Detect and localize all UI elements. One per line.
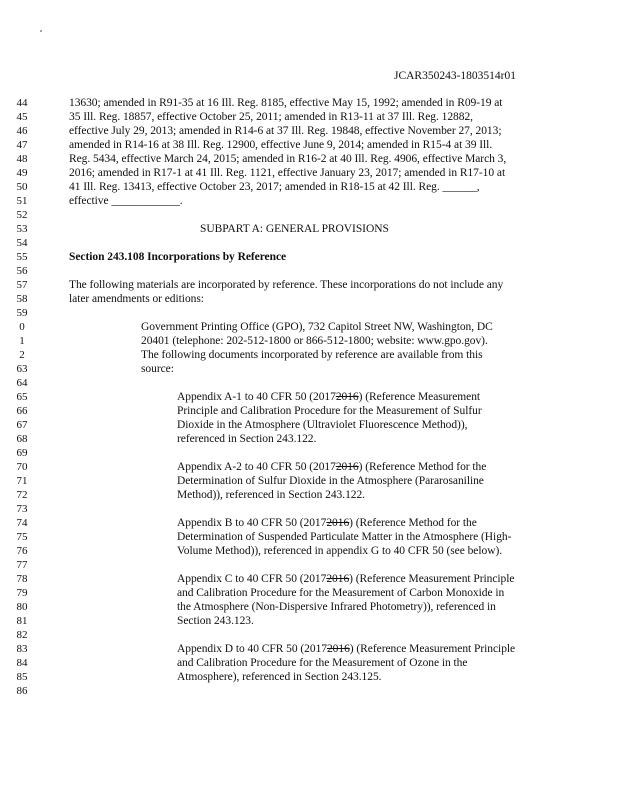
text-before-strike: Appendix C to 40 CFR 50 (2017 (177, 573, 327, 585)
text-before-strike: Appendix B to 40 CFR 50 (2017 (177, 517, 327, 529)
line-text: Dioxide in the Atmosphere (Ultraviolet Fluorescence Method)), (177, 419, 468, 431)
line-text: 35 Ill. Reg. 18857, effective October 25, 2011; amended in R13-11 at 37 Ill. Reg. 12882, (69, 111, 473, 123)
text-line (0, 167, 618, 181)
line-text: Section 243.123. (177, 615, 254, 627)
struck-year: 2016 (335, 391, 359, 403)
line-text (177, 391, 480, 403)
text-before-strike: Appendix A-2 to 40 CFR 50 (2017 (177, 461, 336, 473)
line-number: 56 (16, 265, 28, 277)
text-after-strike: ) (Reference Method for the (349, 517, 477, 529)
struck-year: 2016 (335, 461, 359, 473)
subpart-heading (0, 223, 618, 237)
line-text: amended in R14-16 at 38 Ill. Reg. 12900, effective June 9, 2014; amended in R15-4 at 39 Ill. (69, 139, 493, 151)
line-number: 74 (16, 517, 28, 529)
line-number: 53 (16, 223, 28, 235)
line-text: 41 Ill. Reg. 13413, effective October 23, 2017; amended in R18-15 at 42 Ill. Reg. ______, (69, 181, 480, 193)
line-number: 84 (16, 657, 28, 669)
line-number: 58 (16, 293, 28, 305)
line-text: Method)), referenced in Section 243.122. (177, 489, 366, 501)
blank-line (0, 629, 618, 643)
line-number: 54 (16, 237, 28, 249)
struck-year: 2016 (326, 517, 350, 529)
line-number: 0 (19, 321, 25, 333)
line-number: 52 (16, 209, 28, 221)
line-number: 81 (16, 615, 28, 627)
text-after-strike: ) (Reference Measurement Principle (349, 573, 515, 585)
line-number: 1 (19, 335, 25, 347)
subpart-title: SUBPART A: GENERAL PROVISIONS (200, 223, 389, 235)
blank-line (0, 559, 618, 573)
line-text: later amendments or editions: (69, 293, 204, 305)
line-text: The following documents incorporated by reference are available from this (141, 349, 483, 361)
blank-line (0, 209, 618, 223)
scan-speck (40, 30, 42, 32)
blank-line (0, 503, 618, 517)
text-line (0, 657, 618, 671)
blank-line (0, 307, 618, 321)
text-line (0, 139, 618, 153)
text-after-strike: ) (Reference Measurement Principle (349, 643, 516, 655)
text-line (0, 391, 618, 405)
text-line (0, 587, 618, 601)
text-line (0, 405, 618, 419)
line-number: 65 (16, 391, 28, 403)
text-after-strike: ) (Reference Method for the (358, 461, 487, 473)
line-text: effective ____________. (69, 195, 183, 207)
text-line (0, 153, 618, 167)
line-text: Reg. 5434, effective March 24, 2015; amended in R16-2 at 40 Ill. Reg. 4906, effective March 3, (69, 153, 507, 165)
blank-line (0, 265, 618, 279)
line-text: the Atmosphere (Non-Dispersive Infrared Photometry)), referenced in (177, 601, 496, 613)
line-number: 76 (16, 545, 28, 557)
line-number: 63 (16, 363, 28, 375)
text-line (0, 545, 618, 559)
text-line (0, 601, 618, 615)
text-line (0, 125, 618, 139)
line-number: 59 (16, 307, 28, 319)
text-before-strike: Appendix D to 40 CFR 50 (2017 (177, 643, 327, 655)
line-number: 51 (16, 195, 28, 207)
text-line (0, 433, 618, 447)
line-number: 86 (16, 685, 28, 697)
text-line (0, 321, 618, 335)
line-number: 2 (19, 349, 25, 361)
line-text: Atmosphere), referenced in Section 243.125. (177, 671, 382, 683)
text-line (0, 475, 618, 489)
line-text: referenced in Section 243.122. (177, 433, 317, 445)
line-number: 57 (16, 279, 28, 291)
line-text: Determination of Sulfur Dioxide in the Atmosphere (Pararosaniline (177, 475, 484, 487)
line-text: 2016; amended in R17-1 at 41 Ill. Reg. 1121, effective January 23, 2017; amended in R17-10 at (69, 167, 506, 179)
line-number: 78 (16, 573, 28, 585)
line-text: 13630; amended in R91-35 at 16 Ill. Reg. 8185, effective May 15, 1992; amended in R09-19 at (69, 97, 503, 109)
text-line (0, 111, 618, 125)
text-line (0, 489, 618, 503)
struck-year: 2016 (326, 573, 350, 585)
text-line (0, 643, 618, 657)
line-text: and Calibration Procedure for the Measurement of Carbon Monoxide in (177, 587, 505, 599)
document-id: JCAR350243-1803514r01 (393, 70, 516, 82)
line-number: 66 (16, 405, 28, 417)
text-line (0, 531, 618, 545)
line-number: 83 (16, 643, 28, 655)
line-number: 45 (16, 111, 28, 123)
line-number: 55 (16, 251, 28, 263)
line-number: 68 (16, 433, 28, 445)
line-number: 69 (16, 447, 28, 459)
line-text: source: (141, 363, 174, 375)
blank-line (0, 447, 618, 461)
text-line (0, 671, 618, 685)
line-number: 44 (16, 97, 28, 109)
text-line (0, 293, 618, 307)
line-number: 47 (16, 139, 28, 151)
line-text: and Calibration Procedure for the Measurement of Ozone in the (177, 657, 468, 669)
line-number: 82 (16, 629, 28, 641)
line-text (177, 517, 477, 529)
text-line (0, 349, 618, 363)
line-number: 46 (16, 125, 28, 137)
text-line (0, 615, 618, 629)
line-number: 80 (16, 601, 28, 613)
text-line (0, 181, 618, 195)
line-text: Volume Method)), referenced in appendix G to 40 CFR 50 (see below). (177, 545, 503, 557)
blank-line (0, 377, 618, 391)
text-line (0, 97, 618, 111)
line-number: 50 (16, 181, 28, 193)
line-text (177, 573, 514, 585)
line-text: effective July 29, 2013; amended in R14-6 at 37 Ill. Reg. 19848, effective November 27, 2013; (69, 125, 502, 137)
line-text (177, 461, 486, 473)
line-text: The following materials are incorporated by reference. These incorporations do not include any (69, 279, 504, 291)
line-number: 75 (16, 531, 28, 543)
section-heading (0, 251, 618, 265)
line-number: 85 (16, 671, 28, 683)
line-text: 20401 (telephone: 202-512-1800 or 866-512-1800; website: www.gpo.gov). (141, 335, 488, 347)
line-number: 77 (16, 559, 28, 571)
text-line (0, 461, 618, 475)
line-number: 79 (16, 587, 28, 599)
line-text: Government Printing Office (GPO), 732 Capitol Street NW, Washington, DC (141, 321, 493, 333)
text-before-strike: Appendix A-1 to 40 CFR 50 (2017 (177, 391, 336, 403)
text-line (0, 363, 618, 377)
text-line (0, 195, 618, 209)
line-text: Determination of Suspended Particulate Matter in the Atmosphere (High- (177, 531, 512, 543)
line-number: 49 (16, 167, 28, 179)
text-line (0, 335, 618, 349)
text-line (0, 573, 618, 587)
line-number: 67 (16, 419, 28, 431)
line-text (177, 643, 515, 655)
line-number: 71 (16, 475, 28, 487)
blank-line (0, 237, 618, 251)
line-text: Principle and Calibration Procedure for the Measurement of Sulfur (177, 405, 482, 417)
line-number: 72 (16, 489, 28, 501)
line-number: 70 (16, 461, 28, 473)
struck-year: 2016 (326, 643, 350, 655)
line-number: 48 (16, 153, 28, 165)
line-number: 73 (16, 503, 28, 515)
blank-line (0, 685, 618, 699)
text-after-strike: ) (Reference Measurement (358, 391, 481, 403)
line-number: 64 (16, 377, 28, 389)
text-line (0, 419, 618, 433)
section-title: Section 243.108 Incorporations by Reference (69, 251, 287, 263)
text-line (0, 279, 618, 293)
text-line (0, 517, 618, 531)
